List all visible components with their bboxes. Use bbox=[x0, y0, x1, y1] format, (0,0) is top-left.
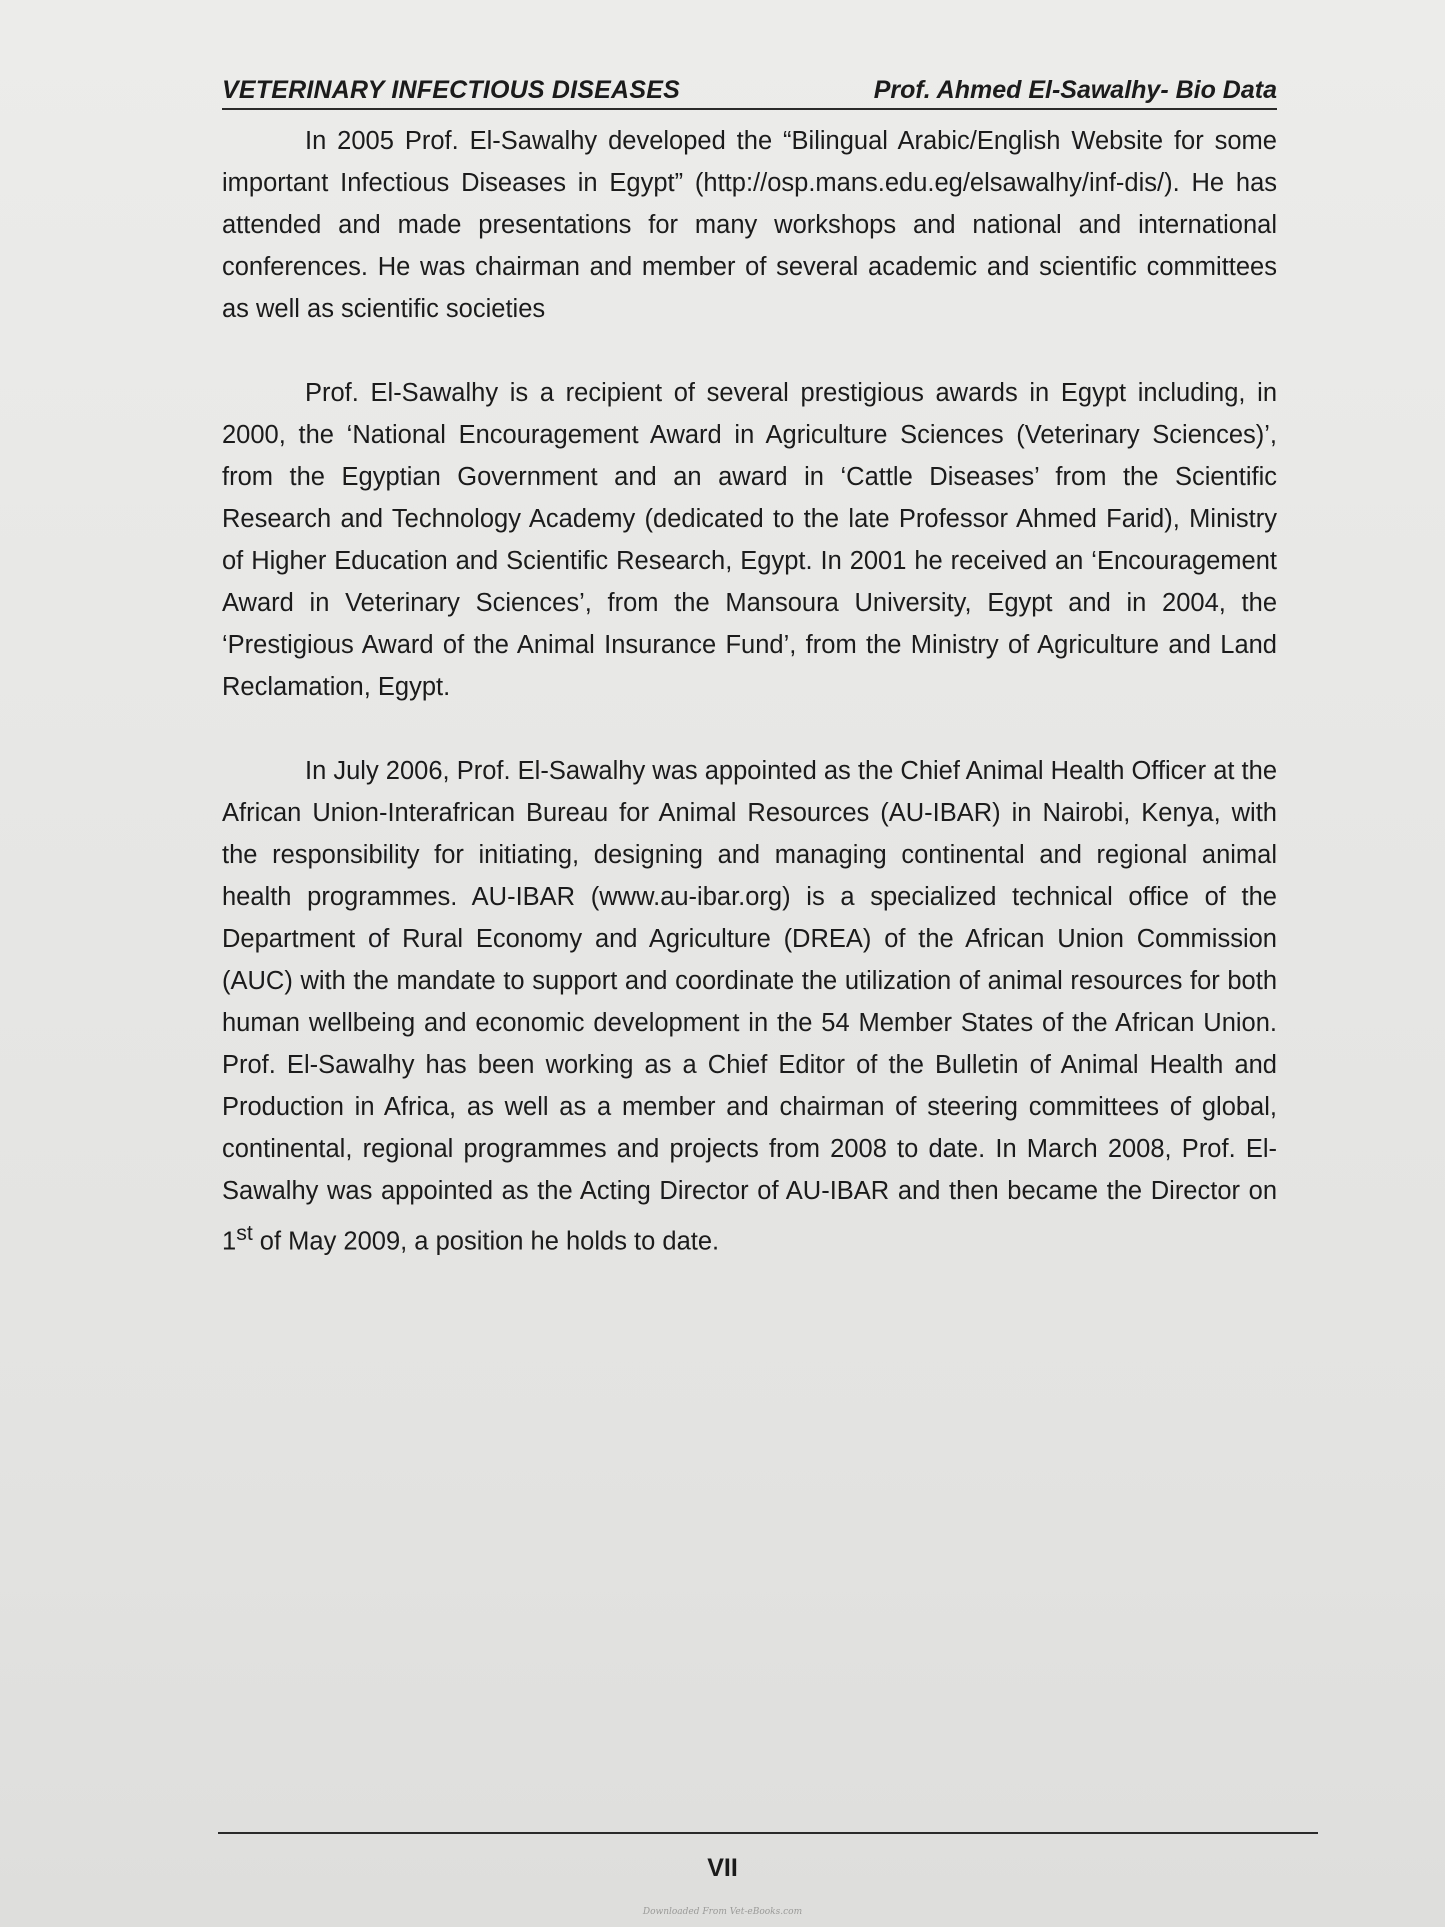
paragraph-au-ibar-end: of May 2009, a position he holds to date. bbox=[252, 1227, 720, 1256]
paragraph-website: In 2005 Prof. El-Sawalhy developed the “Bilingual Arabic/English Website for some important Infectious Diseases in Egypt” (http://osp.mans.edu.eg/elsawalhy/inf-dis/). He has attended and made presentations for many workshops and national and international conferences. He was chairman and member of several academic and scientific committees as well as scientific societies bbox=[222, 127, 1277, 323]
paragraph-au-ibar-text: In July 2006, Prof. El-Sawalhy was appointed as the Chief Animal Health Officer at the African Union-Interafrican Bureau for Animal Resources (AU-IBAR) in Nairobi, Kenya, with the responsibility for initiating, designing and managing continental and regional animal health programmes. AU-IBAR (www.au-ibar.org) is a specialized technical office of the Department of Rural Economy and Agriculture (DREA) of the African Union Commission (AUC) with the mandate to support and coordinate the utilization of animal resources for both human wellbeing and economic development in the 54 Member States of the African Union. Prof. El-Sawalhy has been working as a Chief Editor of the Bulletin of Animal Health and Production in Africa, as well as a member and chairman of steering committees of global, continental, regional programmes and projects from 2008 to date. In March 2008, Prof. El-Sawalhy was appointed as the Acting Director of AU-IBAR and then became the Director on 1 bbox=[222, 757, 1277, 1256]
paragraph-awards: Prof. El-Sawalhy is a recipient of several prestigious awards in Egypt including, in 2000, the ‘National Encouragement Award in Agriculture Sciences (Veterinary Sciences)’, from the Egyptian Government and an award in ‘Cattle Diseases’ from the Scientific Research and Technology Academy (dedicated to the late Professor Ahmed Farid), Ministry of Higher Education and Scientific Research, Egypt. In 2001 he received an ‘Encouragement Award in Veterinary Sciences’, from the Mansoura University, Egypt and in 2004, the ‘Prestigious Award of the Animal Insurance Fund’, from the Ministry of Agriculture and Land Reclamation, Egypt. bbox=[222, 379, 1277, 701]
paragraph-au-ibar bbox=[222, 750, 1277, 1263]
download-watermark: Downloaded From Vet-eBooks.com bbox=[642, 1907, 803, 1917]
book-title: VETERINARY INFECTIOUS DISEASES bbox=[222, 76, 680, 104]
page-number: VII bbox=[707, 1854, 738, 1882]
footer-rule bbox=[218, 1832, 1318, 1834]
body-text bbox=[222, 120, 1277, 1263]
running-header bbox=[222, 74, 1277, 110]
ordinal-suffix: st bbox=[236, 1221, 253, 1245]
section-title: Prof. Ahmed El-Sawalhy- Bio Data bbox=[873, 76, 1277, 104]
